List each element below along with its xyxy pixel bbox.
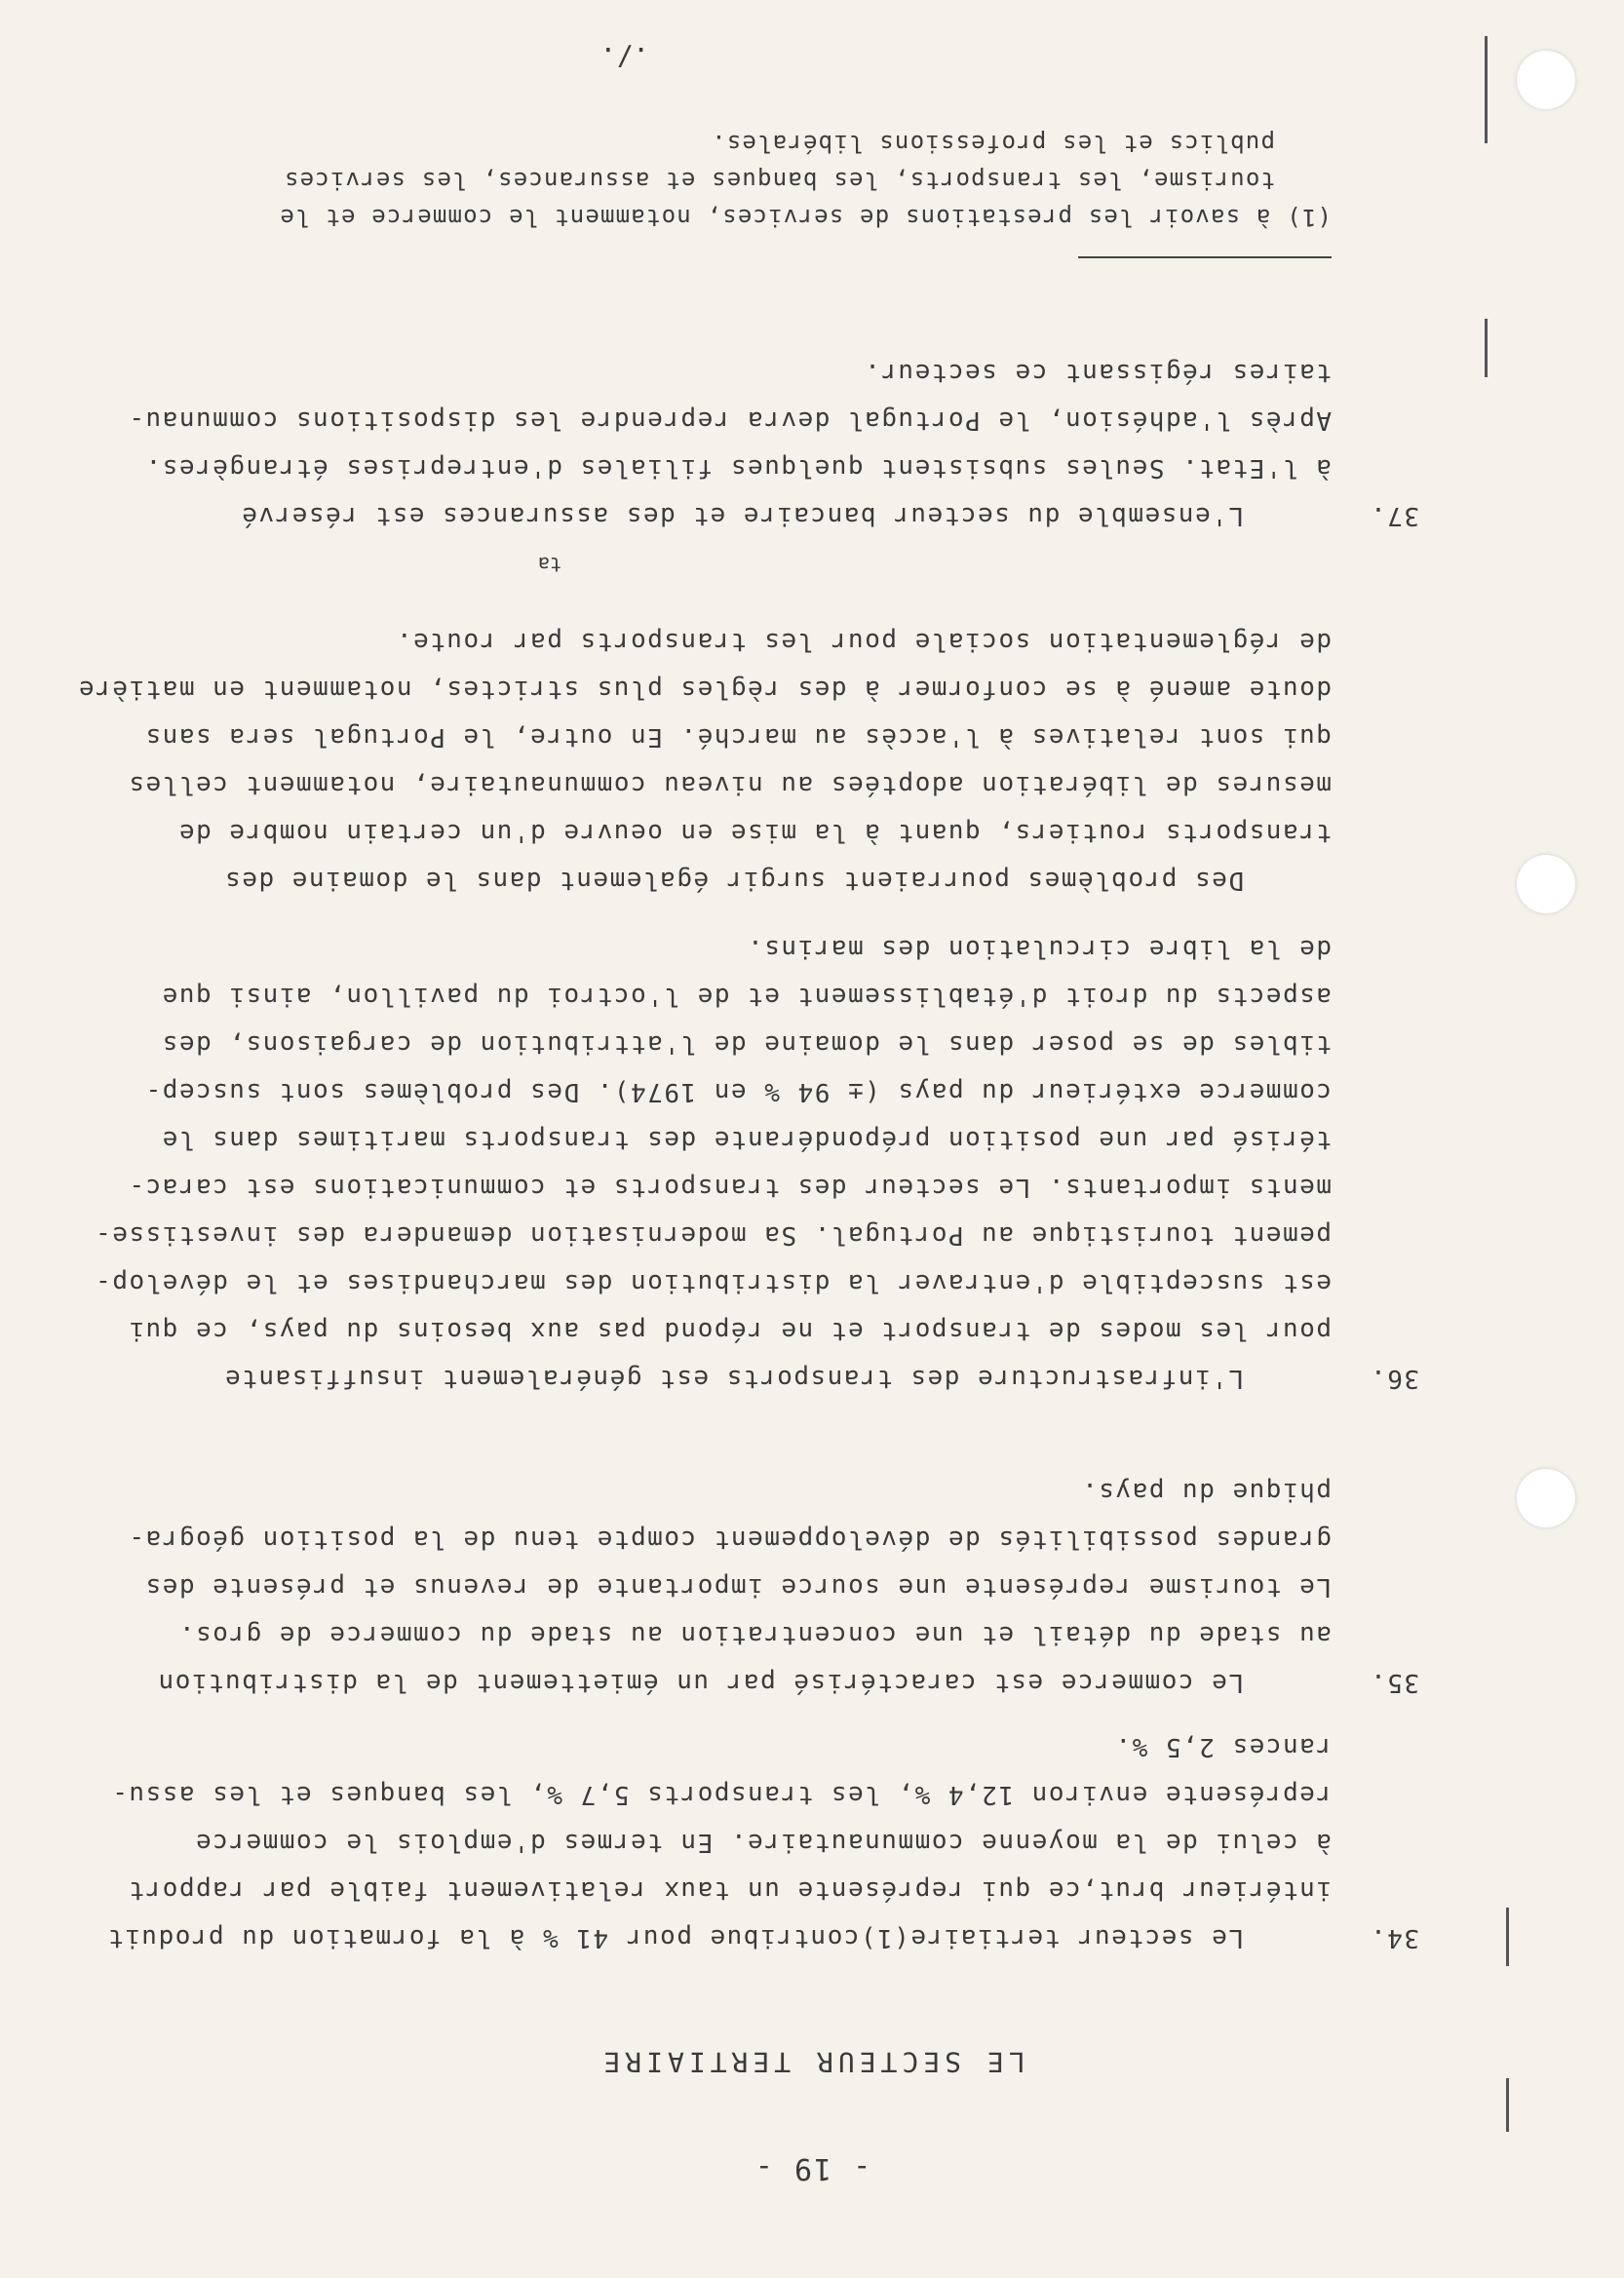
text-line: à celui de la moyenne communautaire. En termes d'emplois le commerce: [194, 1828, 1332, 1857]
text-line: représente environ 12,4 %, les transports 5,7 %, les banques et les assu-: [110, 1780, 1332, 1809]
page-number: - 19 -: [753, 2151, 871, 2185]
text-line: Le commerce est caractérisé par un émiettement de la distribution: [157, 1668, 1244, 1697]
text-line: qui sont relatives à l'accès au marché. En outre, le Portugal sera sans: [144, 722, 1332, 752]
text-line: Après l'adhésion, le Portugal devra reprendre les dispositions communau-: [127, 405, 1332, 435]
text-line: intérieur brut,ce qui représente un taux relativement faible par rapport: [127, 1875, 1332, 1905]
footnote: [279, 125, 1332, 236]
text-line: L'infrastructure des transports est généralement insuffisante: [223, 1364, 1244, 1393]
text-line: de réglementation sociale pour les transports par route.: [395, 627, 1332, 656]
text-line: L'ensemble du secteur bancaire et des assurances est réservé: [240, 501, 1244, 530]
paragraph-36: [94, 924, 1419, 1402]
text-line: tibles de se poser dans le domaine de l'attribution de cargaisons, des: [161, 1029, 1332, 1059]
text-line: de la libre circulation des marins.: [746, 934, 1332, 963]
text-line: ments importants. Le secteur des transports et communications est carac-: [127, 1173, 1332, 1202]
text-line: est susceptible d'entraver la distribution des marchandises et le dévelop-: [94, 1268, 1332, 1297]
text-line: térisé par une position prépondérante des transports maritimes dans le: [161, 1125, 1332, 1154]
paragraph-35: [127, 1467, 1419, 1706]
margin-stamp: ta: [537, 553, 561, 576]
footnote-line: (1) à savoir les prestations de services, notamment le commerce et le: [279, 204, 1332, 231]
text-line: Des problèmes pourraient surgir également dans le domaine des: [223, 866, 1244, 895]
text-line: pour les modes de transport et ne répond pas aux besoins du pays, ce qui: [127, 1316, 1332, 1345]
paragraph-36-continued: [77, 617, 1332, 904]
footnote-line: tourisme, les transports, les banques et assurances, les services: [283, 167, 1275, 194]
binder-hole: [1517, 51, 1575, 109]
section-title: LE SECTEUR TERTIAIRE: [599, 2046, 1025, 2078]
text-line: mesures de libération adoptées au niveau communautaire, notamment celles: [127, 770, 1332, 799]
margin-mark: [1485, 36, 1488, 143]
text-line: doute amené à se conformer à des règles plus strictes, notamment en matière: [77, 675, 1332, 704]
paragraph-number: 35.: [1369, 1668, 1419, 1697]
margin-mark: [1485, 319, 1488, 377]
text-line: Le tourisme représente une source importante de revenus et présente des: [144, 1572, 1332, 1602]
paragraph-number: 34.: [1369, 1923, 1419, 1952]
text-line: grandes possibilités de développement compte tenu de la position géogra-: [127, 1525, 1332, 1554]
footnote-line: publics et les professions libérales.: [710, 130, 1275, 157]
binder-hole: [1517, 855, 1575, 913]
text-line: au stade du détail et une concentration au stade du commerce de gros.: [177, 1620, 1332, 1649]
text-line: aspects du droit d'établissement et de l'octroi du pavillon, ainsi que: [161, 982, 1332, 1011]
margin-mark: [1506, 2078, 1509, 2132]
paragraph-34: [106, 1722, 1419, 1961]
text-line: pement touristique au Portugal. Sa modernisation demandera des investisse-: [94, 1220, 1332, 1250]
text-line: rances 2,5 %.: [1114, 1732, 1332, 1761]
footnote-divider: [1078, 256, 1332, 258]
margin-mark: [1506, 1908, 1509, 1966]
text-line: commerce extérieur du pays (± 94 % en 1974). Des problèmes sont suscep-: [144, 1077, 1332, 1106]
paragraph-37: [127, 348, 1419, 539]
text-line: taires régissant ce secteur.: [863, 358, 1332, 387]
text-line: Le secteur tertiaire(1)contribue pour 41 % à la formation du produit: [106, 1923, 1244, 1952]
text-line: transports routiers, quant à la mise en oeuvre d'un certain nombre de: [177, 818, 1332, 847]
text-line: à l'Etat. Seules subsistent quelques filiales d'entreprises étrangères.: [144, 453, 1332, 483]
paragraph-number: 37.: [1369, 501, 1419, 530]
binder-hole: [1517, 1469, 1575, 1527]
paragraph-number: 36.: [1369, 1364, 1419, 1393]
text-line: phique du pays.: [1080, 1477, 1332, 1506]
continuation-marker: ./.: [599, 41, 649, 73]
